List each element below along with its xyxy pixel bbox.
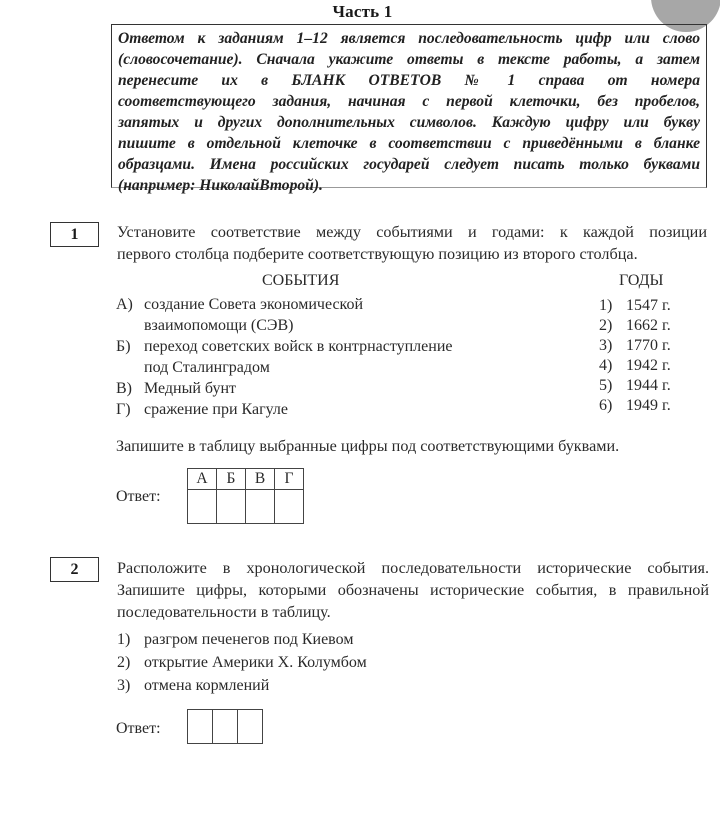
event-line: создание Совета экономической	[144, 296, 364, 313]
year-value: 1547 г.	[626, 297, 671, 314]
answer-input-cell-2[interactable]	[213, 710, 238, 744]
task-number: 2	[70, 560, 79, 578]
years-list	[599, 296, 709, 416]
prompt-line: Установите соответствие между событиями и годами: к каждой позиции	[117, 223, 707, 241]
task-number-box-1	[50, 222, 99, 247]
answer-header-row	[188, 469, 304, 490]
answer-header-cell: А	[188, 469, 217, 490]
year-item	[599, 396, 709, 416]
events-list	[116, 294, 536, 420]
instruction-line: перенесите их в БЛАНК ОТВЕТОВ № 1 справа от номера	[118, 72, 700, 89]
year-item	[599, 376, 709, 396]
sequence-item	[117, 651, 517, 674]
sequence-item	[117, 628, 517, 651]
answer-input-cell-g[interactable]	[275, 490, 304, 524]
answer-input-row	[188, 490, 304, 524]
event-letter: В)	[116, 380, 132, 397]
instruction-line: (словосочетание). Сначала укажите ответы в тексте работы, а затем	[118, 51, 700, 68]
item-number: 1)	[117, 631, 131, 648]
year-value: 1662 г.	[626, 317, 671, 334]
event-item-v	[116, 378, 536, 399]
event-text	[144, 336, 536, 378]
task2-answer-label: Ответ:	[116, 720, 161, 737]
answer-input-cell-3[interactable]	[238, 710, 263, 744]
item-number: 3)	[117, 677, 131, 694]
part-title	[0, 2, 720, 22]
year-number: 2)	[599, 317, 613, 334]
year-item	[599, 296, 709, 316]
task2-items-list	[117, 628, 517, 697]
prompt-line: последовательности в таблицу.	[117, 603, 331, 621]
item-text: открытие Америки Х. Колумбом	[144, 654, 367, 671]
year-value: 1770 г.	[626, 337, 671, 354]
year-value: 1949 г.	[626, 397, 671, 414]
event-line: взаимопомощи (СЭВ)	[144, 317, 294, 334]
item-number: 2)	[117, 654, 131, 671]
years-column-header: ГОДЫ	[619, 272, 664, 289]
year-number: 6)	[599, 397, 613, 414]
instruction-line: образцами. Имена российских государей следует писать только буквами	[118, 156, 700, 173]
event-line: переход советских войск в контрнаступление	[144, 338, 453, 355]
answer-input-row	[188, 710, 263, 744]
answer-header-cell: Г	[275, 469, 304, 490]
answer-header-cell: В	[246, 469, 275, 490]
task1-prompt	[117, 221, 707, 265]
event-item-b	[116, 336, 536, 378]
sequence-item	[117, 674, 517, 697]
task1-table-instruction: Запишите в таблицу выбранные цифры под соответствующими буквами.	[116, 437, 620, 455]
task-number-box-2	[50, 557, 99, 582]
part-title-text: Часть 1	[332, 2, 393, 21]
item-text: разгром печенегов под Киевом	[144, 631, 354, 648]
event-text: Медный бунт	[144, 380, 237, 397]
year-number: 3)	[599, 337, 613, 354]
instructions-box	[111, 24, 707, 194]
instruction-line: соответствующего задания, начиная с первой клеточки, без пробелов,	[118, 93, 700, 110]
event-item-a	[116, 294, 536, 336]
year-item	[599, 356, 709, 376]
year-number: 5)	[599, 377, 613, 394]
year-item	[599, 316, 709, 336]
event-line: под Сталинградом	[144, 359, 270, 376]
answer-header-cell: Б	[217, 469, 246, 490]
prompt-line: Запишите цифры, которыми обозначены исторические события, в правильной	[117, 581, 709, 599]
answer-input-cell-b[interactable]	[217, 490, 246, 524]
instruction-line: Ответом к заданиям 1–12 является последовательность цифр или слово	[118, 30, 700, 47]
event-letter: Г)	[116, 401, 131, 418]
year-number: 4)	[599, 357, 613, 374]
prompt-line: Расположите в хронологической последовательности исторические события.	[117, 559, 709, 577]
year-number: 1)	[599, 297, 613, 314]
year-value: 1942 г.	[626, 357, 671, 374]
answer-input-cell-1[interactable]	[188, 710, 213, 744]
instruction-line: (например: НиколайВторой).	[118, 177, 323, 194]
task1-answer-label: Ответ:	[116, 488, 161, 505]
task2-answer-table	[187, 709, 263, 744]
task1-answer-table	[187, 468, 304, 524]
instruction-line: пишите в отдельной клеточке в соответствии с приведёнными в бланке	[118, 135, 700, 152]
event-letter: А)	[116, 296, 133, 313]
event-letter: Б)	[116, 338, 131, 355]
item-text: отмена кормлений	[144, 677, 270, 694]
answer-input-cell-a[interactable]	[188, 490, 217, 524]
task2-prompt	[117, 557, 709, 623]
event-item-g	[116, 399, 536, 420]
events-column-header: СОБЫТИЯ	[262, 272, 340, 289]
task-number: 1	[70, 225, 79, 243]
answer-input-cell-v[interactable]	[246, 490, 275, 524]
event-text	[144, 294, 536, 336]
instruction-line: запятых и других дополнительных символов. Каждую цифру или букву	[118, 114, 700, 131]
prompt-line: первого столбца подберите соответствующую позицию из второго столбца.	[117, 245, 638, 263]
year-value: 1944 г.	[626, 377, 671, 394]
year-item	[599, 336, 709, 356]
event-text: сражение при Кагуле	[144, 401, 289, 418]
